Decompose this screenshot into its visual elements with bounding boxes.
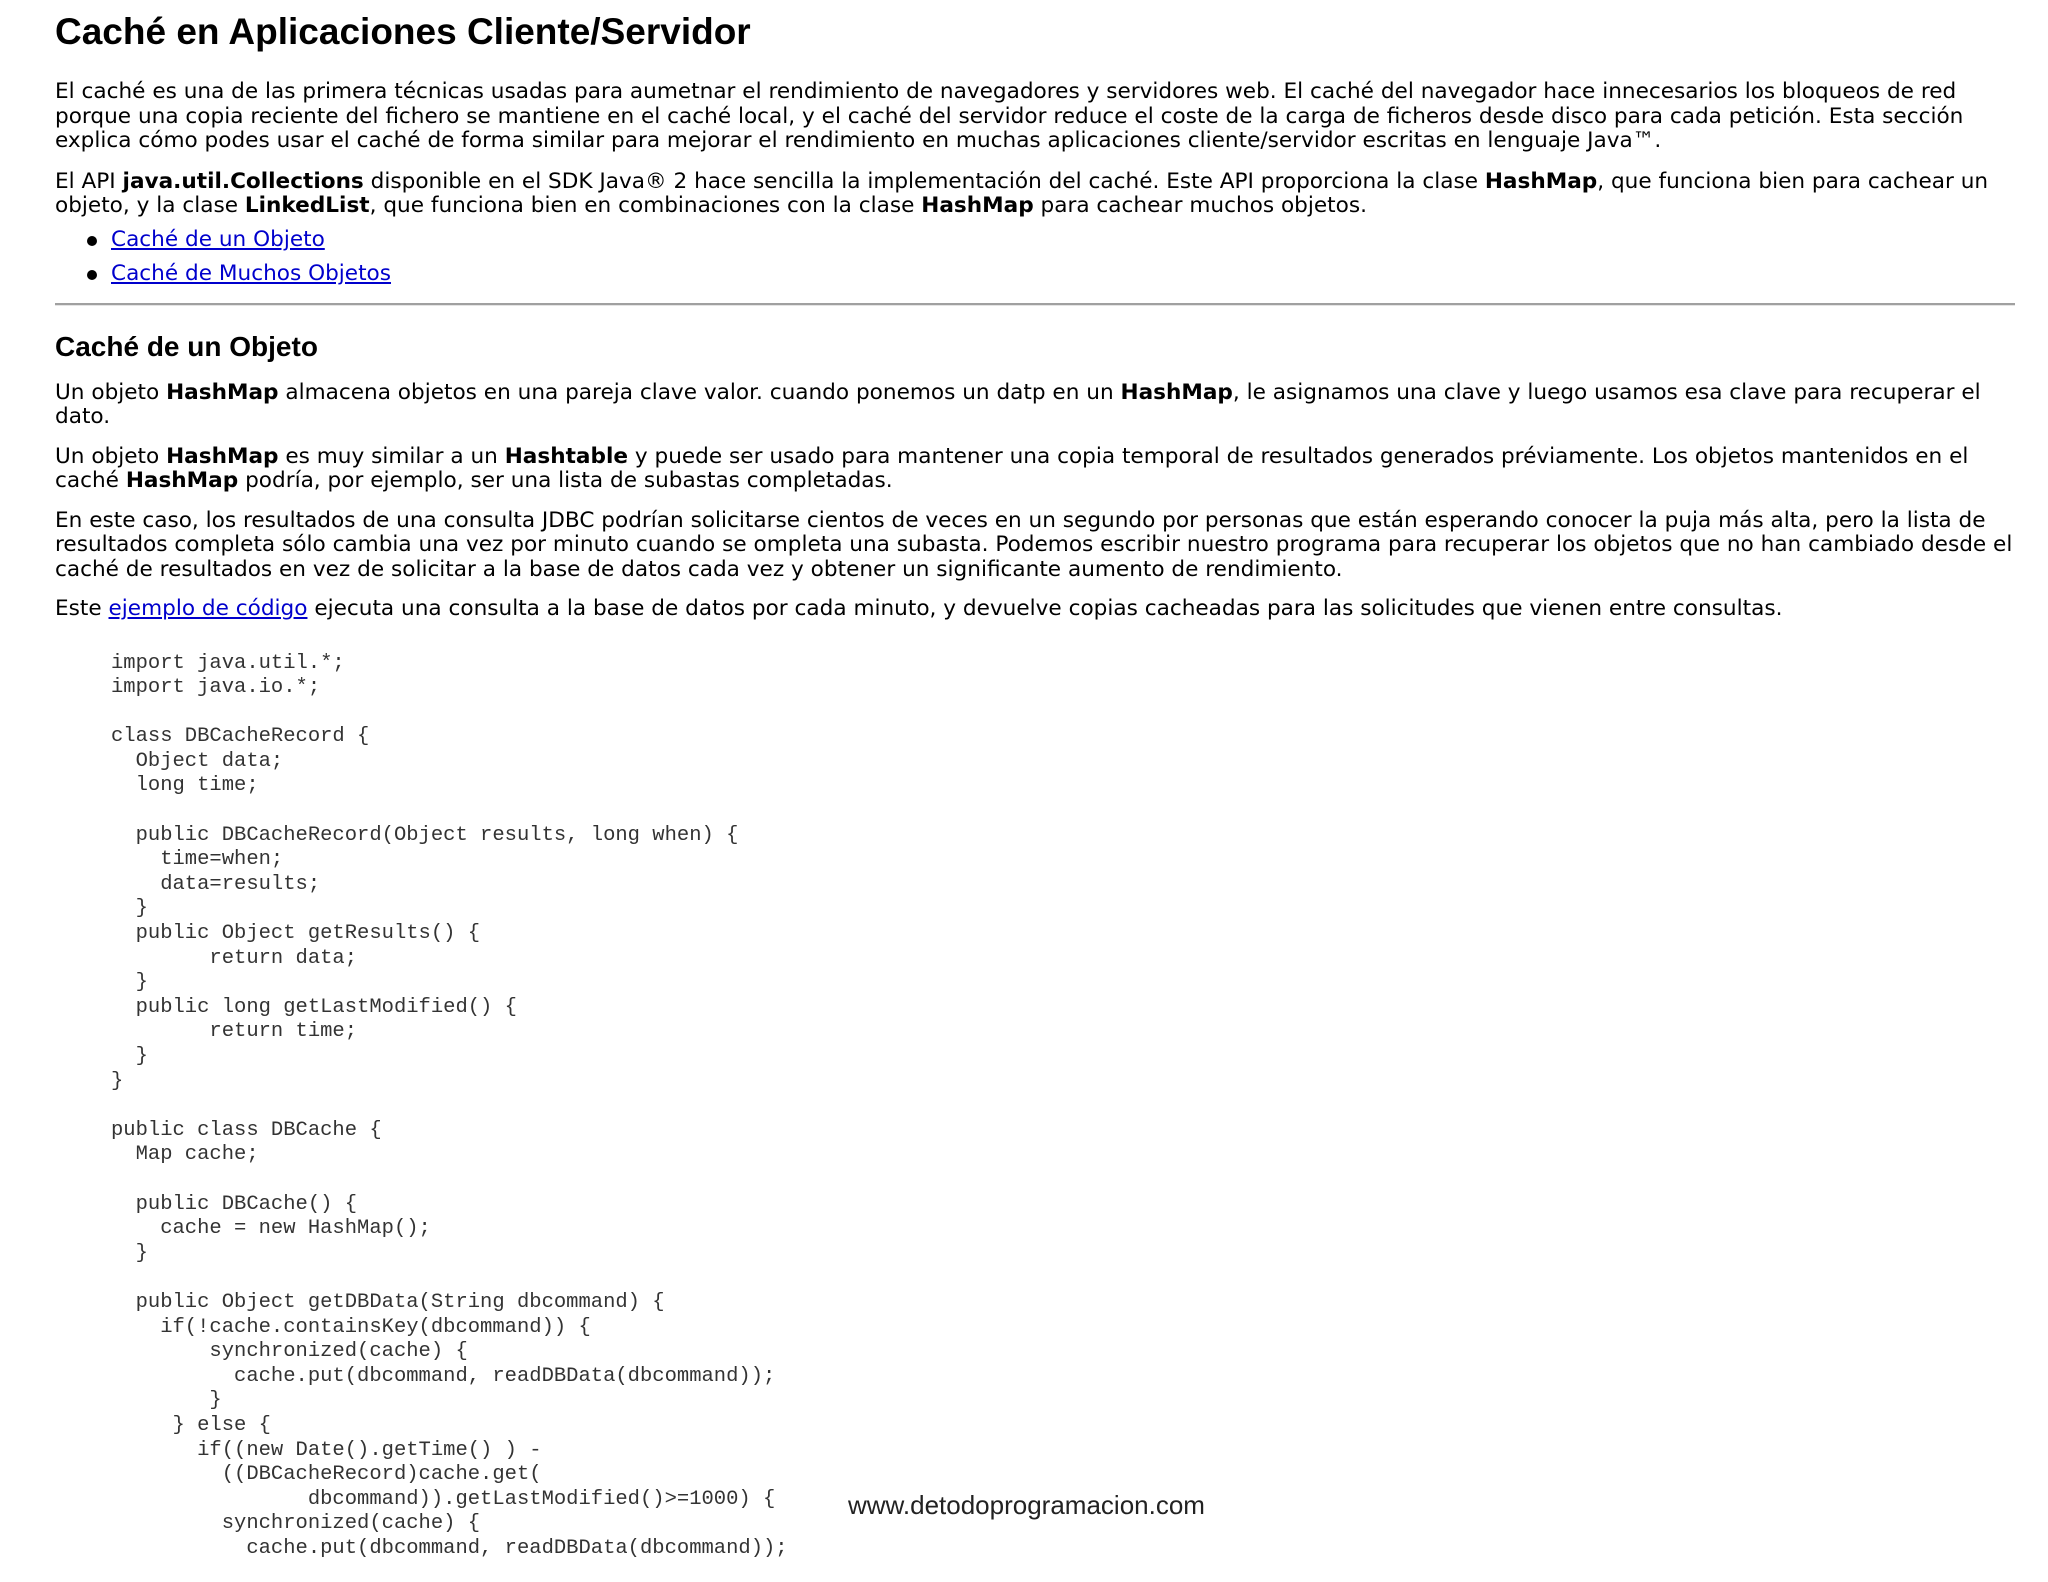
bold-term: HashMap [166, 379, 279, 405]
bold-term: HashMap [125, 468, 239, 493]
section-divider [55, 303, 2015, 306]
toc-link-many-objects[interactable]: Caché de Muchos Objetos [111, 260, 391, 286]
jdbc-paragraph: En este caso, los resultados de una consulta JDBC podrían solicitarse cientos de veces en un segundo por personas que están esperando conocer la puja más alta, pero la lista de resultados completa sólo cambia una vez por minuto cuando se ompleta una subasta. Podemos escribir nuestro programa para recuperar los objetos que no han cambiado desde el caché de resultados en vez de solicitar a la base de datos cada vez y obtener un significante aumento de rendimiento. [55, 507, 2013, 582]
bold-term: HashMap [1120, 379, 1233, 405]
bold-term: HashMap [921, 193, 1034, 218]
bold-term: java.util.Collections [122, 168, 364, 194]
toc-list [55, 223, 2015, 291]
bullet-icon [87, 270, 97, 280]
hashtable-paragraph: Un objeto HashMap es muy similar a un Hashtable y puede ser usado para mantener una copia temporal de resultados generados préviamente. Los objetos mantenidos en el caché HashMap podría, por ejemplo, ser una lista de subastas completadas. [55, 443, 1969, 493]
bold-term: HashMap [166, 443, 279, 469]
bullet-icon [87, 236, 97, 246]
api-paragraph: El API java.util.Collections disponible en el SDK Java® 2 hace sencilla la implementación del caché. Este API proporciona la clase HashMap, que funciona bien para cachear un objeto, y la clase LinkedList, que funciona bien en combinaciones con la clase HashMap para cachear muchos objetos. [55, 168, 1989, 218]
bold-term: Hashtable [504, 443, 628, 469]
code-block: import java.util.*; import java.io.*; class DBCacheRecord { Object data; long time; public DBCacheRecord(Object results, long when) { time=when; data=results; } public Object getResults() { return data; } public long getLastModified() { return time; } } public class DBCache { Map cache; public DBCache() { cache = new HashMap(); } public Object getDBData(String dbcommand) { if(!cache.containsKey(dbcommand)) { synchronized(cache) { cache.put(dbcommand, readDBData(dbcommand)); } } else { if((new Date().getTime() ) - ((DBCacheRecord)cache.get( dbcommand)).getLastModified()>=1000) { synchronized(cache) { cache.put(dbcommand, readDBData(dbcommand)); [111, 651, 788, 1560]
example-paragraph: Este ejemplo de código ejecuta una consulta a la base de datos por cada minuto, y devuelve copias cacheadas para las solicitudes que vienen entre consultas. [55, 596, 1783, 621]
toc-item [87, 223, 2015, 257]
hashmap-paragraph: Un objeto HashMap almacena objetos en una pareja clave valor. cuando ponemos un datp en un HashMap, le asignamos una clave y luego usamos esa clave para recuperar el dato. [55, 379, 1981, 429]
section-title: Caché de un Objeto [55, 330, 318, 362]
watermark: www.detodoprogramacion.com [848, 1490, 1205, 1520]
toc-item [87, 257, 2015, 291]
page-title: Caché en Aplicaciones Cliente/Servidor [55, 11, 751, 52]
intro-paragraph: El caché es una de las primera técnicas usadas para aumetnar el rendimiento de navegadores y servidores web. El caché del navegador hace innecesarios los bloqueos de red porque una copia reciente del fichero se mantiene en el caché local, y el caché del servidor reduce el coste de la carga de ficheros desde disco para cada petición. Esta sección explica cómo podes usar el caché de forma similar para mejorar el rendimiento en muchas aplicaciones cliente/servidor escritas en lenguaje Java™. [55, 79, 1964, 153]
document-page [55, 0, 2015, 1561]
bold-term: LinkedList [244, 193, 370, 218]
toc-link-single-object[interactable]: Caché de un Objeto [111, 226, 325, 252]
code-example-link[interactable]: ejemplo de código [108, 596, 308, 621]
bold-term: HashMap [1484, 168, 1598, 194]
